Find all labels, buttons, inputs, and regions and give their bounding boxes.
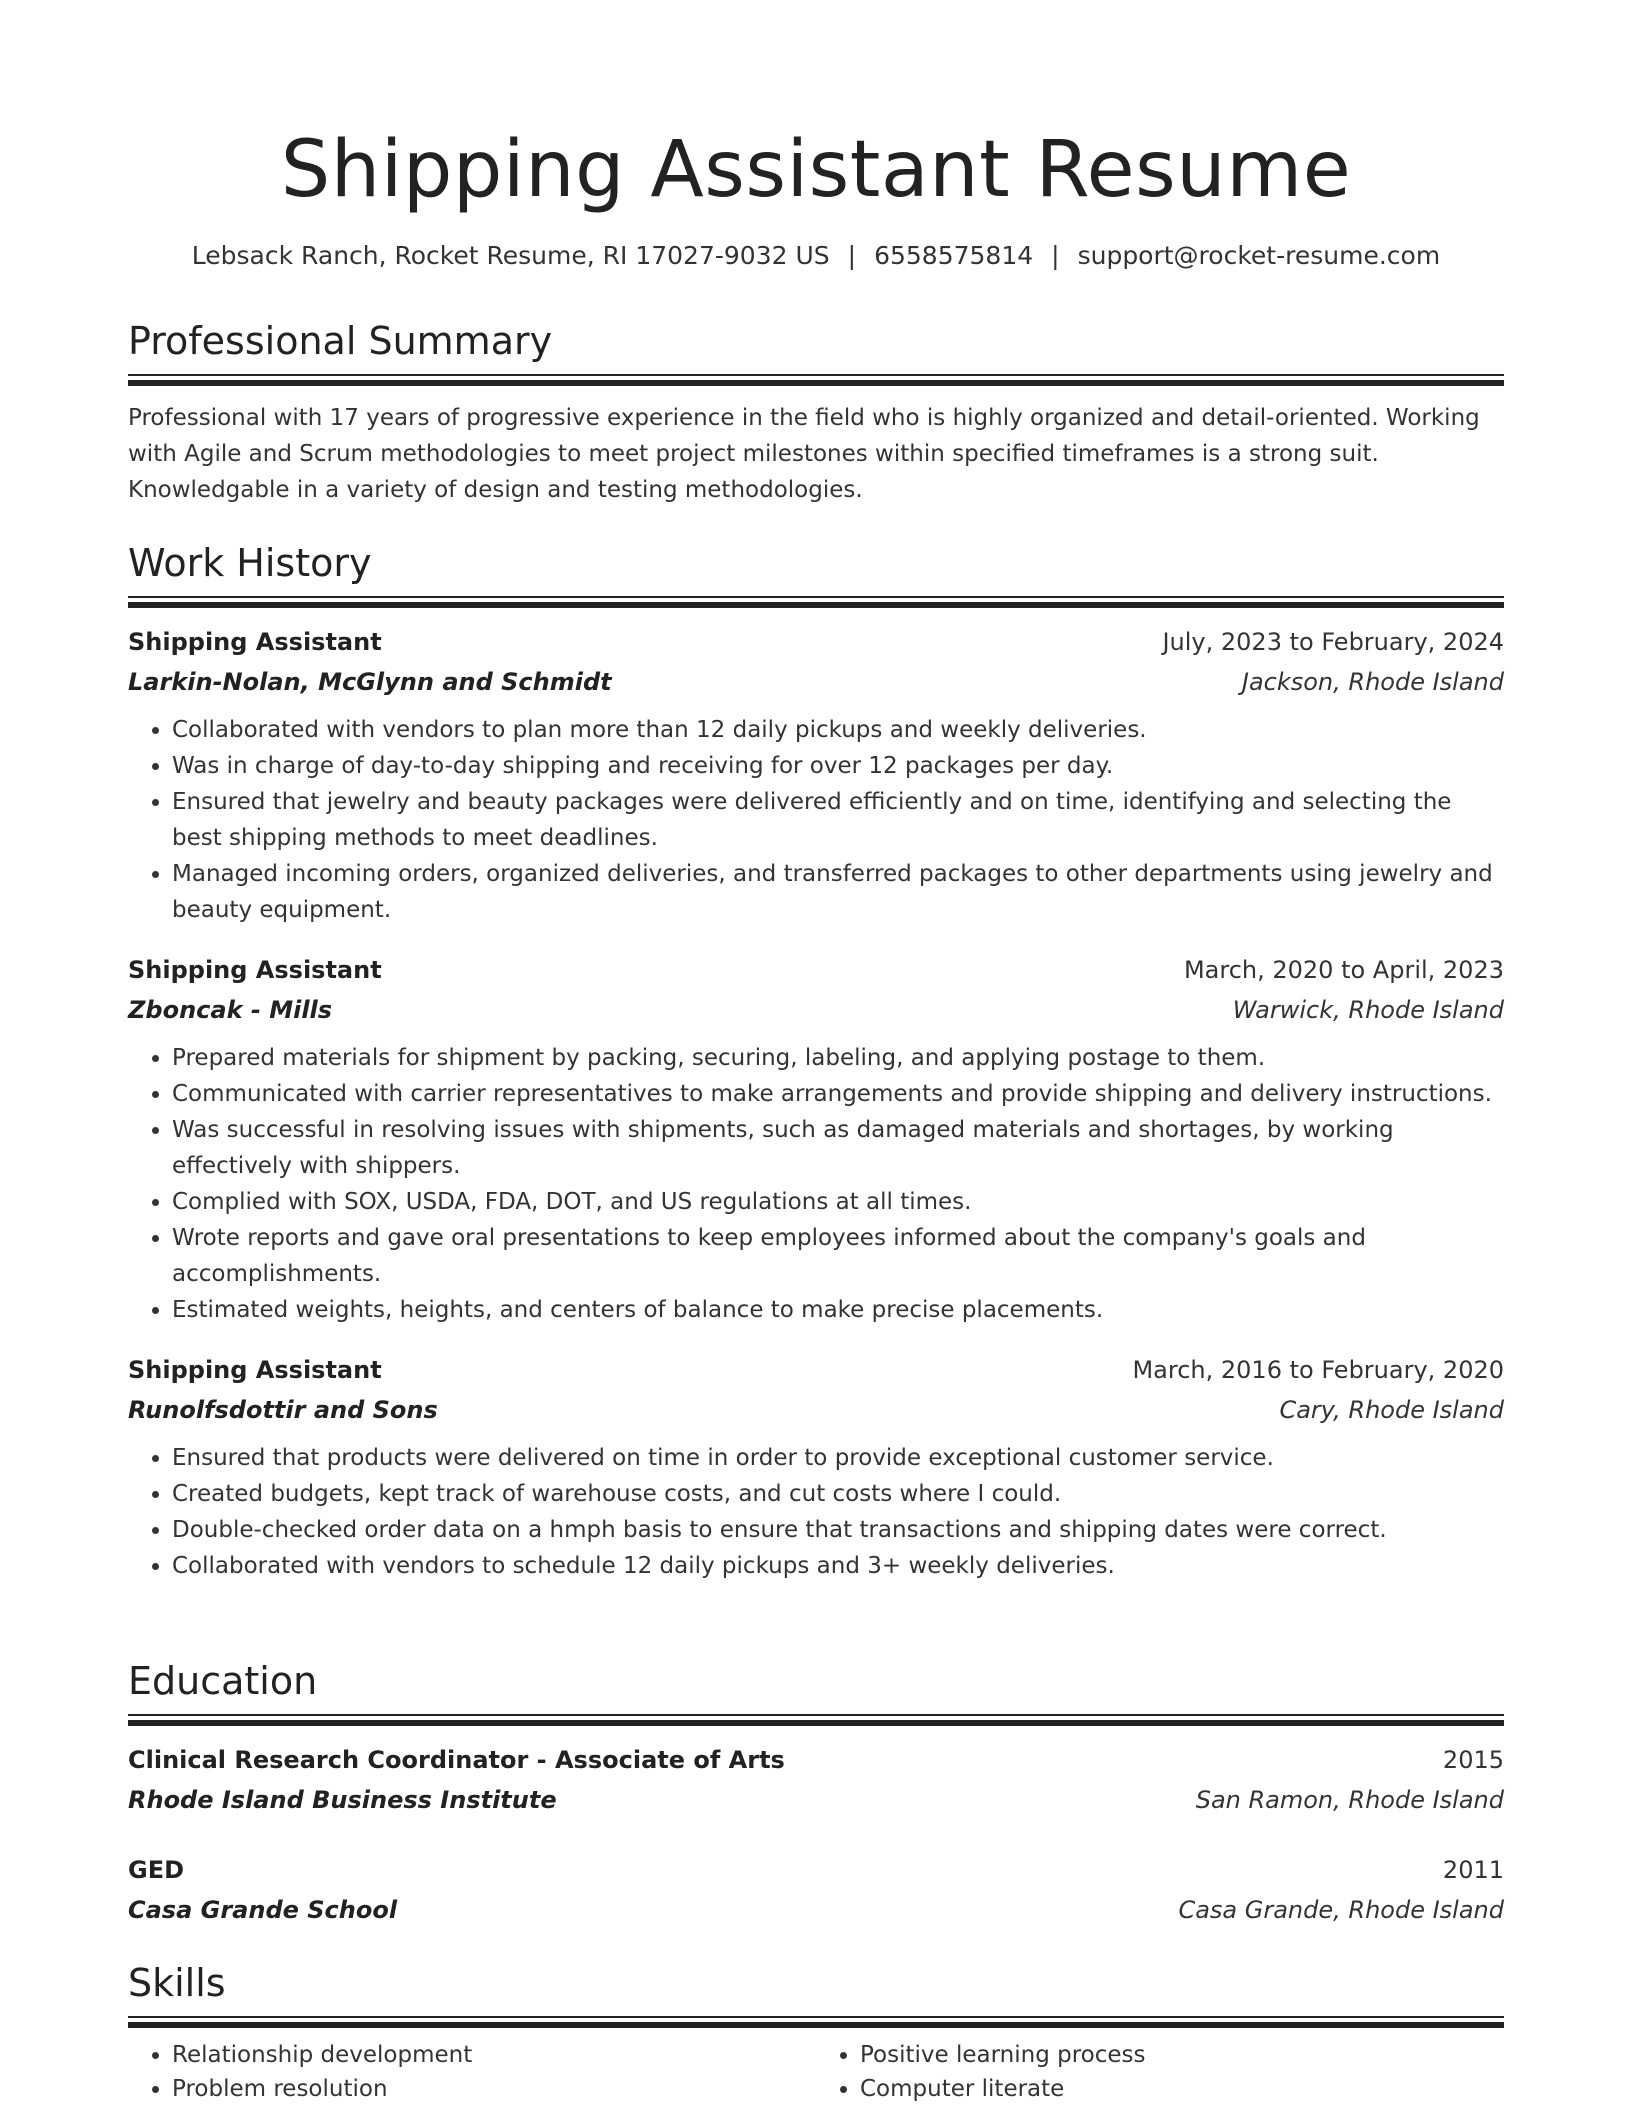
list-item: • Ensured that jewelry and beauty packages were delivered efficiently and on time, identifying and selecting the best shipping methods to meet deadlines. (172, 784, 1504, 856)
skills-list-right (816, 2038, 1504, 2106)
list-item: • Double-checked order data on a hmph basis to ensure that transactions and shipping dates were correct. (172, 1512, 1504, 1548)
work-history-section (128, 538, 1504, 1584)
education-entry (128, 1740, 1504, 1820)
job-entry (128, 950, 1504, 1328)
job-company: Zboncak - Mills (128, 996, 333, 1024)
job-title: Shipping Assistant (128, 628, 382, 656)
resume-page (128, 0, 1504, 2112)
list-item: • Communicated with carrier representatives to make arrangements and provide shipping and delivery instructions. (172, 1076, 1504, 1112)
list-item: • Prepared materials for shipment by packing, securing, labeling, and applying postage to them. (172, 1040, 1504, 1076)
list-item: • Relationship development (172, 2038, 816, 2072)
education-location: San Ramon, Rhode Island (1195, 1786, 1504, 1814)
section-divider (128, 2016, 1504, 2028)
education-year: 2011 (1442, 1856, 1504, 1884)
job-entry (128, 1350, 1504, 1584)
list-item: • Collaborated with vendors to plan more than 12 daily pickups and weekly deliveries. (172, 712, 1504, 748)
job-company-row (128, 1390, 1504, 1430)
list-item: • Complied with SOX, USDA, FDA, DOT, and US regulations at all times. (172, 1184, 1504, 1220)
contact-line (128, 238, 1504, 274)
job-company: Larkin-Nolan, McGlynn and Schmidt (128, 668, 612, 696)
contact-separator: | (1051, 241, 1060, 270)
skills-section (128, 1958, 1504, 2106)
job-title: Shipping Assistant (128, 956, 382, 984)
job-header-row (128, 950, 1504, 990)
section-divider (128, 374, 1504, 386)
job-title: Shipping Assistant (128, 1356, 382, 1384)
education-entry (128, 1850, 1504, 1930)
list-item: • Created budgets, kept track of warehouse costs, and cut costs where I could. (172, 1476, 1504, 1512)
contact-email: support@rocket-resume.com (1077, 241, 1441, 270)
contact-address: Lebsack Ranch, Rocket Resume, RI 17027-9032 US (191, 241, 830, 270)
list-item: • Was in charge of day-to-day shipping and receiving for over 12 packages per day. (172, 748, 1504, 784)
job-location: Jackson, Rhode Island (1241, 668, 1504, 696)
list-item: • Problem resolution (172, 2072, 816, 2106)
job-dates: July, 2023 to February, 2024 (1162, 628, 1504, 656)
education-degree: GED (128, 1856, 185, 1884)
education-school: Casa Grande School (128, 1896, 398, 1924)
job-header-row (128, 622, 1504, 662)
job-dates: March, 2016 to February, 2020 (1132, 1356, 1504, 1384)
education-degree: Clinical Research Coordinator - Associate of Arts (128, 1746, 785, 1774)
section-heading-summary: Professional Summary (128, 319, 553, 363)
resume-title: Shipping Assistant Resume (280, 125, 1352, 215)
list-item: • Ensured that products were delivered on time in order to provide exceptional customer service. (172, 1440, 1504, 1476)
section-heading-work-history: Work History (128, 541, 372, 585)
education-location: Casa Grande, Rhode Island (1178, 1896, 1504, 1924)
job-bullets (128, 1440, 1504, 1584)
list-item: • Wrote reports and gave oral presentations to keep employees informed about the company's goals and accomplishments. (172, 1220, 1504, 1292)
education-section (128, 1656, 1504, 1930)
job-company-row (128, 662, 1504, 702)
job-entry (128, 622, 1504, 928)
education-school-row (128, 1780, 1504, 1820)
list-item: • Collaborated with vendors to schedule 12 daily pickups and 3+ weekly deliveries. (172, 1548, 1504, 1584)
list-item: • Computer literate (860, 2072, 1504, 2106)
job-location: Cary, Rhode Island (1279, 1396, 1504, 1424)
education-header-row (128, 1740, 1504, 1780)
list-item: • Positive learning process (860, 2038, 1504, 2072)
section-heading-skills: Skills (128, 1961, 226, 2005)
job-company: Runolfsdottir and Sons (128, 1396, 438, 1424)
summary-text: Professional with 17 years of progressive experience in the field who is highly organized and detail-oriented. Working with Agile and Scrum methodologies to meet project milestones within specified timeframes is a strong suit. Knowledgable in a variety of design and testing methodologies. (128, 405, 1480, 503)
contact-phone: 6558575814 (874, 241, 1034, 270)
section-divider (128, 596, 1504, 608)
education-year: 2015 (1442, 1746, 1504, 1774)
education-header-row (128, 1850, 1504, 1890)
skills-columns (128, 2038, 1504, 2106)
list-item: • Estimated weights, heights, and centers of balance to make precise placements. (172, 1292, 1504, 1328)
education-school-row (128, 1890, 1504, 1930)
job-bullets (128, 712, 1504, 928)
job-header-row (128, 1350, 1504, 1390)
summary-section (128, 316, 1504, 508)
list-item: • Managed incoming orders, organized deliveries, and transferred packages to other departments using jewelry and beauty equipment. (172, 856, 1504, 928)
section-heading-education: Education (128, 1659, 318, 1703)
contact-separator: | (847, 241, 857, 270)
section-divider (128, 1714, 1504, 1726)
education-school: Rhode Island Business Institute (128, 1786, 557, 1814)
list-item: • Was successful in resolving issues with shipments, such as damaged materials and shortages, by working effectively with shippers. (172, 1112, 1504, 1184)
skills-list-left (128, 2038, 816, 2106)
job-location: Warwick, Rhode Island (1232, 996, 1504, 1024)
job-company-row (128, 990, 1504, 1030)
job-dates: March, 2020 to April, 2023 (1183, 956, 1504, 984)
job-bullets (128, 1040, 1504, 1328)
